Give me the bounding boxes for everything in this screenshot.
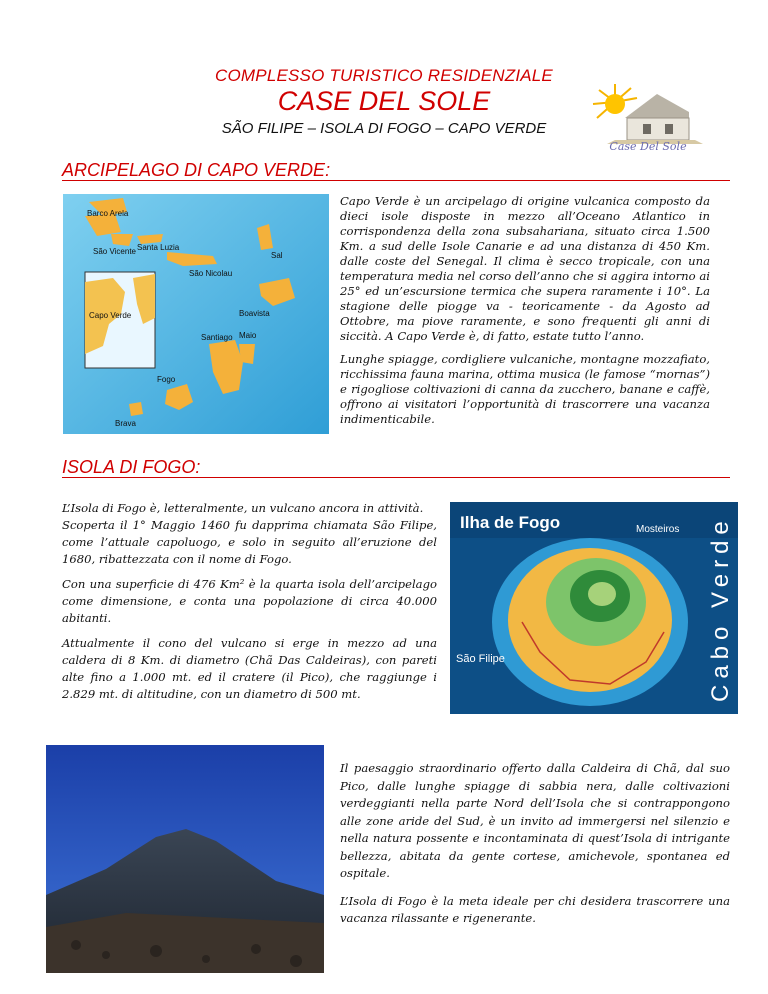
logo-text: Case Del Sole (609, 140, 687, 153)
map-label-santa-luzia: Santa Luzia (137, 243, 180, 252)
fogo-island-map (450, 502, 738, 714)
paragraph: L’Isola di Fogo è, letteralmente, un vulcano ancora in attività. (62, 501, 424, 515)
map-label-mosteiros: Mosteiros (636, 524, 680, 535)
paragraph: Attualmente il cono del vulcano si erge in mezzo ad una caldera di 8 Km. di diametro (Chã Das Caldeiras), con pareti alte fino a 1.000 mt. ed il cratere (il Pico), che raggiunge i 2.829 mt. di altitudine, con un diametro di 500 mt. (62, 636, 437, 701)
header-line-1: COMPLESSO TURISTICO RESIDENZIALE (215, 66, 553, 85)
paragraph: Capo Verde è un arcipelago di origine vulcanica composto da dieci isole disposte in mezzo all’Oceano Atlantico in corrispondenza della zona subsahariana, situato circa 1.500 Km. a sud delle Isole Canarie e ad una distanza di 450 Km. dalle coste del Senegal. Il clima è secco tropicale, con una temperatura media nel corso dell’anno che si aggira intorno ai 25° ed un’escursione termica che supera raramente i 10°. La stagione delle piogge va - teoricamente - da Agosto ad Ottobre, ma piove raramente, e sono frequenti gli anni di siccità. A Capo Verde è, di fatto, estate tutto l’anno. (340, 194, 710, 343)
paragraph: Scoperta il 1° Maggio 1460 fu dapprima chiamata São Filipe, come l’attuale capoluogo, e solo in seguito all’eruzione del 1680, ribattezzata con il nome di Fogo. (62, 518, 437, 566)
map-label-barco-arela: Barco Arela (87, 209, 129, 218)
map-label-sao-vicente: São Vicente (93, 247, 136, 256)
logo (585, 82, 710, 160)
map-label-boavista: Boavista (239, 309, 270, 318)
landscape-text (340, 760, 730, 928)
paragraph: Con una superficie di 476 Km² è la quarta isola dell’arcipelago come dimensione, e conta una popolazione di circa 40.000 abitanti. (62, 577, 437, 625)
paragraph: Lunghe spiagge, cordigliere vulcaniche, montagne mozzafiato, ricchissima fauna marina, ottima musica (le famose “mornas”) e rigogliose coltivazioni di canna da zucchero, banane e caffè, offrono ai visitatori l’opportunità di trascorrere una vacanza indimenticabile. (340, 352, 710, 426)
map-label-sal: Sal (271, 251, 283, 260)
map-label-santiago: Santiago (201, 333, 233, 342)
section-rule (62, 477, 730, 478)
section-rule (62, 180, 730, 181)
map-label-sao-filipe: São Filipe (456, 653, 505, 665)
map-label-capo-verde: Capo Verde (89, 311, 132, 320)
map-label-sao-nicolau: São Nicolau (189, 269, 233, 278)
map-label-brava: Brava (115, 419, 136, 428)
map-label-maio: Maio (239, 331, 257, 340)
fogo-text (62, 500, 437, 703)
archipelago-map (63, 194, 329, 434)
section-heading-fogo: ISOLA DI FOGO: (62, 457, 201, 477)
map-side-text: Cabo Verde (707, 515, 734, 702)
map-title: Ilha de Fogo (460, 513, 561, 532)
map-label-fogo: Fogo (157, 375, 176, 384)
paragraph: Il paesaggio straordinario offerto dalla Caldeira di Chã, dal suo Pico, dalle lunghe spiagge di sabbia nera, dalle coltivazioni verdeggianti nella parte Nord dell’Isola che si contrappongono alle zone aride del Sud, è un invito ad immergersi nel silenzio e nella natura possente e incontaminata di quest’Isola di intrigante bellezza, abitata da gente cortese, amichevole, spontanea ed ospitale. (340, 761, 730, 880)
volcano-photo (46, 745, 324, 973)
paragraph: L’Isola di Fogo è la meta ideale per chi desidera trascorrere una vacanza rilassante e rigenerante. (340, 893, 730, 925)
header-subtitle: SÃO FILIPE – ISOLA DI FOGO – CAPO VERDE (221, 120, 547, 137)
archipelago-text (340, 194, 710, 427)
section-heading-archipelago: ARCIPELAGO DI CAPO VERDE: (62, 160, 331, 180)
page-title: CASE DEL SOLE (277, 86, 491, 116)
